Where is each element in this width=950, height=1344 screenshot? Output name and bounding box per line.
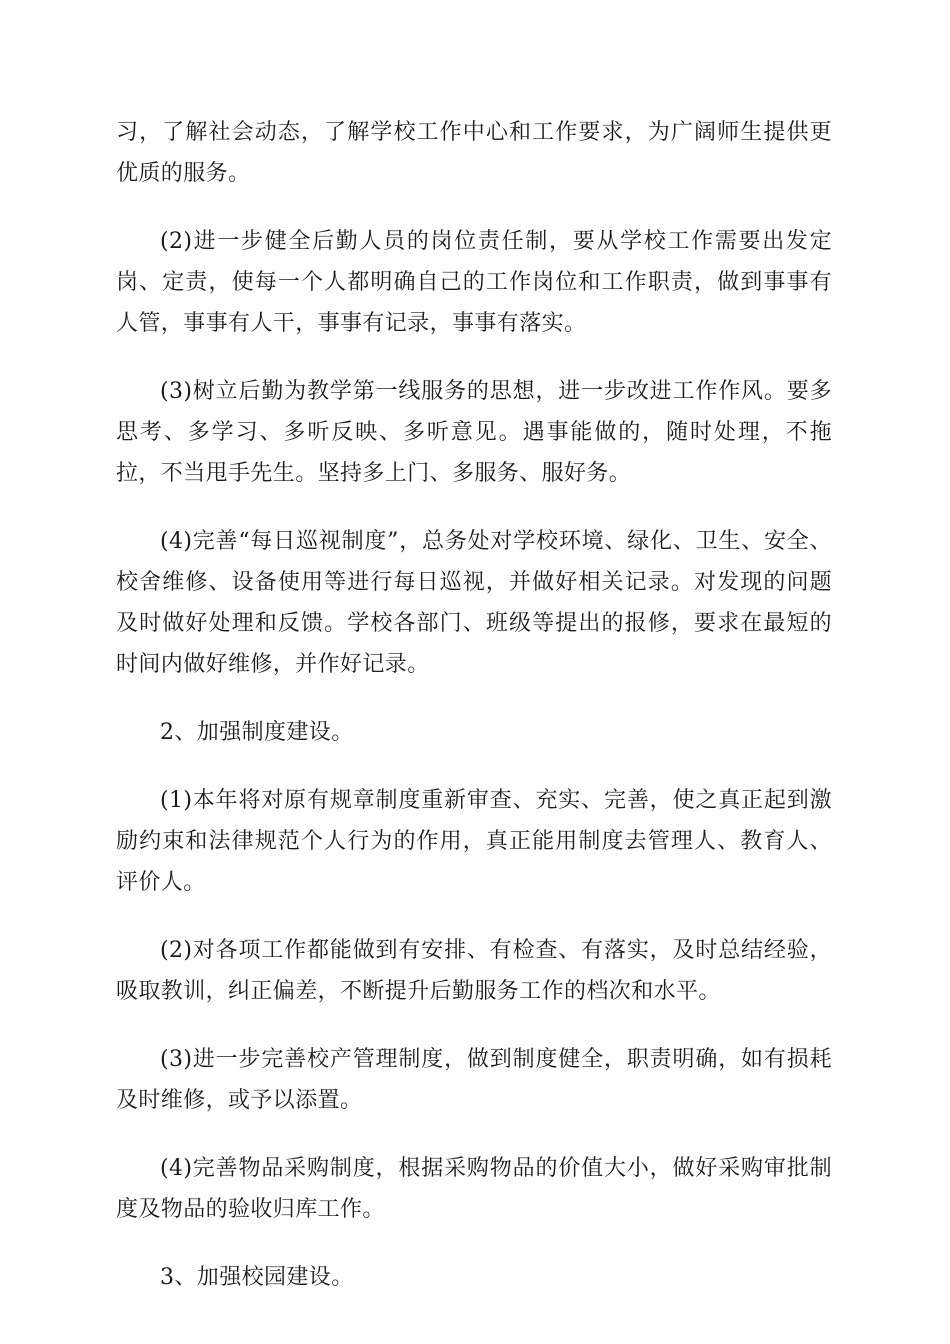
paragraph-item-1-rules-review: (1)本年将对原有规章制度重新审查、充实、完善，使之真正起到激励约束和法律规范个人行为的作用，真正能用制度去管理人、教育人、评价人。 — [116, 788, 832, 895]
paragraph-item-2-work-arrangement: (2)对各项工作都能做到有安排、有检查、有落实，及时总结经验，吸取教训，纠正偏差，不断提升后勤服务工作的档次和水平。 — [116, 938, 832, 1004]
paragraph-continued-study: 习，了解社会动态，了解学校工作中心和工作要求，为广阔师生提供更优质的服务。 — [116, 120, 832, 186]
paragraph-item-4-procurement: (4)完善物品采购制度，根据采购物品的价值大小，做好采购审批制度及物品的验收归库工作。 — [116, 1156, 832, 1222]
paragraph-item-3-asset-management: (3)进一步完善校产管理制度，做到制度健全，职责明确，如有损耗及时维修，或予以添置。 — [116, 1047, 832, 1113]
paragraph-item-2-job-responsibility: (2)进一步健全后勤人员的岗位责任制，要从学校工作需要出发定岗、定责，使每一个人都明确自己的工作岗位和工作职责，做到事事有人管，事事有人干，事事有记录，事事有落实。 — [116, 229, 832, 336]
paragraph-item-3-service-thinking: (3)树立后勤为教学第一线服务的思想，进一步改进工作作风。要多思考、多学习、多听反映、多听意见。遇事能做的，随时处理，不拖拉，不当甩手先生。坚持多上门、多服务、服好务。 — [116, 379, 832, 486]
section-heading-2-system-building: 2、加强制度建设。 — [160, 720, 354, 745]
document-body — [116, 112, 832, 1325]
paragraph-item-4-daily-inspection: (4)完善“每日巡视制度”，总务处对学校环境、绿化、卫生、安全、校舍维修、设备使用等进行每日巡视，并做好相关记录。对发现的问题及时做好处理和反馈。学校各部门、班级等提出的报修，要求在最短的时间内做好维修，并作好记录。 — [116, 529, 832, 677]
section-heading-3-campus-building: 3、加强校园建设。 — [160, 1265, 354, 1290]
